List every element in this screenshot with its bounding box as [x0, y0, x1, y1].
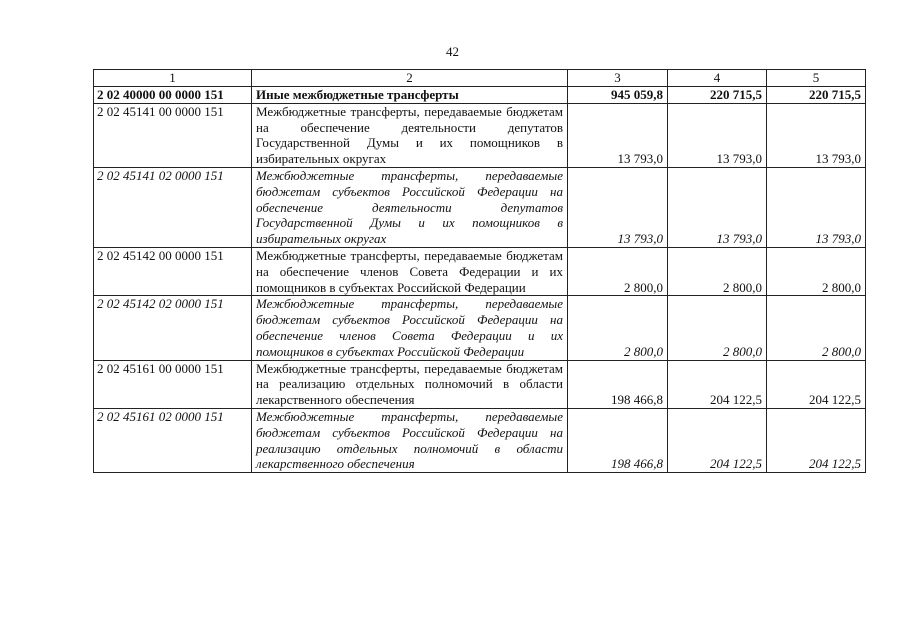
column-header: 2 [252, 70, 568, 87]
amount-cell: 204 122,5 [668, 408, 767, 472]
column-number-row [94, 70, 866, 87]
row-description: Межбюджетные трансферты, передаваемые бюджетам субъектов Российской Федерации на реализацию отдельных полномочий в области лекарственного обеспечения [252, 408, 568, 472]
classification-code: 2 02 45161 02 0000 151 [94, 408, 252, 472]
amount-cell: 13 793,0 [767, 167, 866, 247]
amount-cell: 2 800,0 [568, 296, 668, 360]
amount-cell: 945 059,8 [568, 87, 668, 104]
amount-cell: 13 793,0 [568, 167, 668, 247]
amount-cell: 198 466,8 [568, 360, 668, 408]
amount-cell: 204 122,5 [668, 360, 767, 408]
table-row [94, 408, 866, 472]
row-description: Межбюджетные трансферты, передаваемые бюджетам субъектов Российской Федерации на обеспечение членов Совета Федерации и их помощников в субъектах Российской Федерации [252, 296, 568, 360]
column-header: 5 [767, 70, 866, 87]
table-row [94, 87, 866, 104]
row-description: Межбюджетные трансферты, передаваемые бюджетам на реализацию отдельных полномочий в области лекарственного обеспечения [252, 360, 568, 408]
amount-cell: 2 800,0 [668, 247, 767, 295]
amount-cell: 2 800,0 [767, 247, 866, 295]
amount-cell: 204 122,5 [767, 360, 866, 408]
classification-code: 2 02 45141 00 0000 151 [94, 103, 252, 167]
amount-cell: 2 800,0 [767, 296, 866, 360]
row-description: Межбюджетные трансферты, передаваемые бюджетам субъектов Российской Федерации на обеспечение деятельности депутатов Государственной Думы и их помощников в избирательных округах [252, 167, 568, 247]
amount-cell: 198 466,8 [568, 408, 668, 472]
column-header: 4 [668, 70, 767, 87]
amount-cell: 220 715,5 [767, 87, 866, 104]
classification-code: 2 02 45142 00 0000 151 [94, 247, 252, 295]
classification-code: 2 02 45141 02 0000 151 [94, 167, 252, 247]
table-row [94, 296, 866, 360]
amount-cell: 13 793,0 [668, 103, 767, 167]
amount-cell: 2 800,0 [568, 247, 668, 295]
budget-table [93, 69, 866, 473]
classification-code: 2 02 45142 02 0000 151 [94, 296, 252, 360]
column-header: 3 [568, 70, 668, 87]
amount-cell: 220 715,5 [668, 87, 767, 104]
table-row [94, 167, 866, 247]
table-row [94, 360, 866, 408]
table-row [94, 103, 866, 167]
amount-cell: 13 793,0 [568, 103, 668, 167]
amount-cell: 13 793,0 [767, 103, 866, 167]
row-description: Межбюджетные трансферты, передаваемые бюджетам на обеспечение членов Совета Федерации и их помощников в субъектах Российской Федерации [252, 247, 568, 295]
column-header: 1 [94, 70, 252, 87]
classification-code: 2 02 40000 00 0000 151 [94, 87, 252, 104]
table-row [94, 247, 866, 295]
amount-cell: 2 800,0 [668, 296, 767, 360]
amount-cell: 13 793,0 [668, 167, 767, 247]
amount-cell: 204 122,5 [767, 408, 866, 472]
row-description: Иные межбюджетные трансферты [252, 87, 568, 104]
row-description: Межбюджетные трансферты, передаваемые бюджетам на обеспечение деятельности депутатов Государственной Думы и их помощников в избирательных округах [252, 103, 568, 167]
classification-code: 2 02 45161 00 0000 151 [94, 360, 252, 408]
page-number: 42 [446, 44, 459, 59]
